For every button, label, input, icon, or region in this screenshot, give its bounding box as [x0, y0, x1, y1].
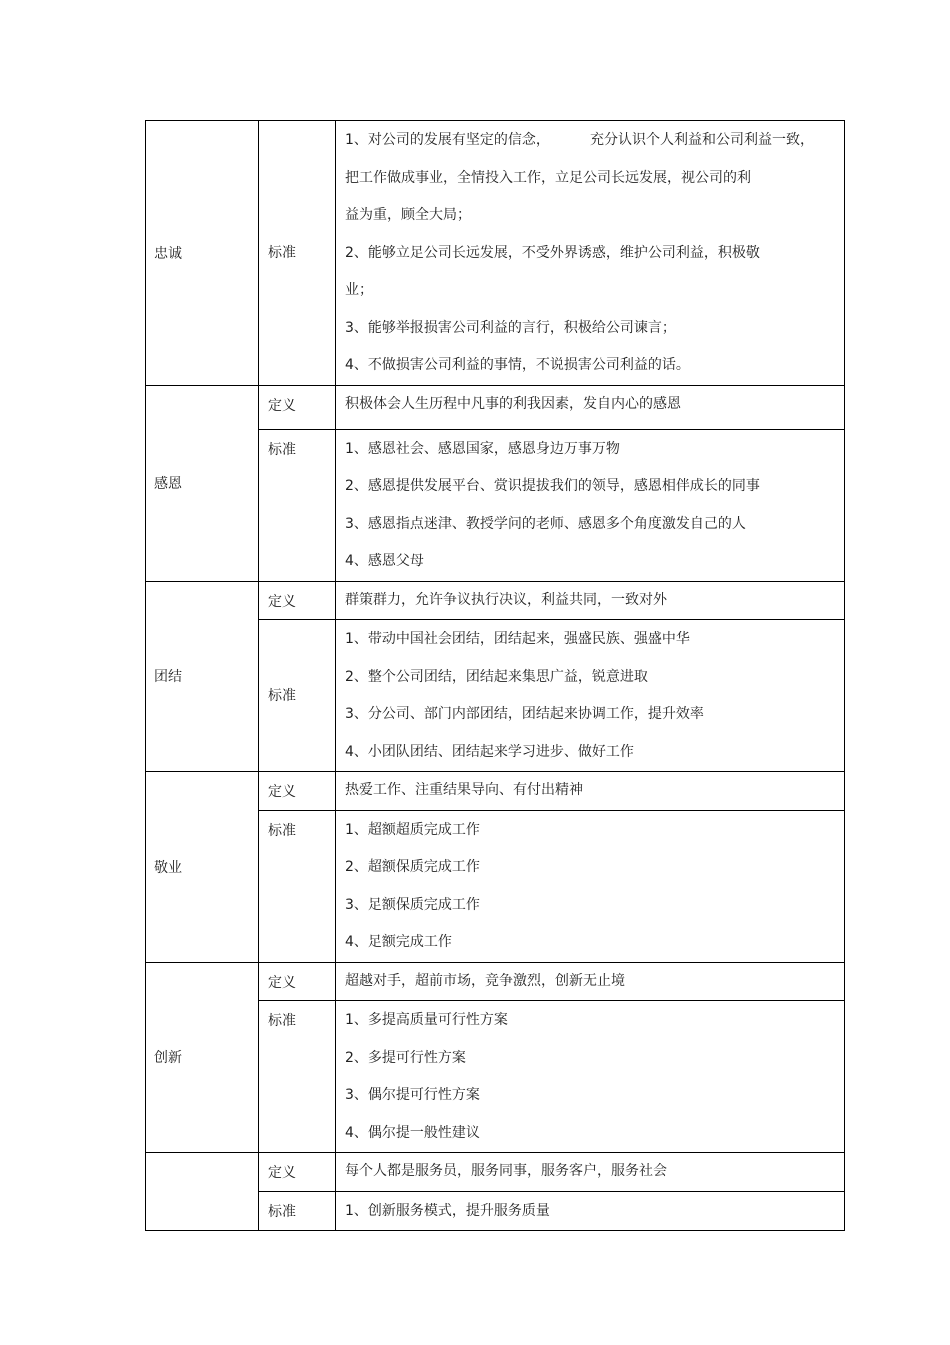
type-cell [259, 810, 336, 962]
content-cell [336, 1153, 845, 1192]
standard-line: 2、超额保质完成工作 [345, 859, 480, 875]
core-values-table [145, 120, 845, 1231]
standard-line: 1、多提高质量可行性方案 [345, 1012, 508, 1028]
standard-line: 业； [345, 282, 373, 298]
category-cell [146, 962, 259, 1153]
standard-line: 2、感恩提供发展平台、赏识提拔我们的领导，感恩相伴成长的同事 [345, 478, 760, 494]
content-cell [336, 581, 845, 620]
category-label: 创新 [154, 1050, 182, 1067]
type-cell [259, 121, 336, 386]
type-cell [259, 772, 336, 811]
standard-label: 标准 [268, 441, 296, 458]
content-cell [336, 385, 845, 429]
content-cell [336, 1001, 845, 1153]
type-cell [259, 429, 336, 581]
standard-line: 益为重，顾全大局； [345, 207, 471, 223]
standard-line: 1、对公司的发展有坚定的信念， 充分认识个人利益和公司利益一致， [345, 132, 814, 148]
standard-label: 标准 [268, 244, 296, 261]
standard-line: 1、超额超质完成工作 [345, 821, 480, 838]
definition-text: 群策群力，允许争议执行决议，利益共同，一致对外 [345, 591, 667, 608]
category-label: 敬业 [154, 859, 182, 876]
table-row [146, 385, 845, 429]
category-label: 感恩 [154, 476, 182, 492]
standard-label: 标准 [268, 822, 296, 839]
content-cell [336, 810, 845, 962]
standard-line: 4、小团队团结、团结起来学习进步、做好工作 [345, 743, 634, 760]
definition-label: 定义 [268, 1165, 296, 1181]
type-cell [259, 1153, 336, 1192]
standard-line: 3、偶尔提可行性方案 [345, 1087, 480, 1103]
category-label: 团结 [154, 669, 182, 686]
category-cell [146, 772, 259, 963]
standard-line: 1、创新服务模式，提升服务质量 [345, 1202, 550, 1219]
standard-line: 1、感恩社会、感恩国家，感恩身边万事万物 [345, 440, 620, 457]
table-row [146, 1153, 845, 1192]
table-row [146, 772, 845, 811]
category-cell [146, 1153, 259, 1231]
standard-line: 3、能够举报损害公司利益的言行，积极给公司谏言； [345, 319, 676, 336]
category-label: 忠诚 [154, 245, 182, 262]
content-cell [336, 429, 845, 581]
standard-line: 4、足额完成工作 [345, 934, 452, 950]
type-cell [259, 385, 336, 429]
type-cell [259, 1001, 336, 1153]
content-cell [336, 962, 845, 1001]
definition-label: 定义 [268, 397, 296, 414]
content-cell [336, 620, 845, 772]
content-cell [336, 1191, 845, 1231]
standard-line: 3、感恩指点迷津、教授学问的老师、感恩多个角度激发自己的人 [345, 515, 746, 532]
standard-line: 4、偶尔提一般性建议 [345, 1124, 480, 1141]
standard-label: 标准 [268, 687, 296, 704]
category-cell [146, 385, 259, 581]
type-cell [259, 1191, 336, 1231]
table-row [146, 962, 845, 1001]
standard-line: 2、能够立足公司长远发展，不受外界诱惑，维护公司利益，积极敬 [345, 244, 760, 261]
standard-line: 2、多提可行性方案 [345, 1049, 466, 1066]
standard-line: 3、分公司、部门内部团结，团结起来协调工作，提升效率 [345, 706, 704, 722]
category-cell [146, 121, 259, 386]
definition-text: 超越对手，超前市场，竞争激烈，创新无止境 [345, 972, 625, 989]
type-cell [259, 620, 336, 772]
category-cell [146, 581, 259, 772]
table-row [146, 121, 845, 386]
definition-text: 积极体会人生历程中凡事的利我因素，发自内心的感恩 [345, 395, 681, 412]
standard-label: 标准 [268, 1203, 296, 1220]
standard-line: 1、带动中国社会团结，团结起来，强盛民族、强盛中华 [345, 631, 690, 647]
standard-line: 把工作做成事业，全情投入工作，立足公司长远发展，视公司的利 [345, 169, 751, 186]
content-cell [336, 772, 845, 811]
standard-line: 4、感恩父母 [345, 553, 424, 569]
definition-label: 定义 [268, 784, 296, 800]
type-cell [259, 581, 336, 620]
table-row [146, 581, 845, 620]
content-cell [336, 121, 845, 386]
definition-label: 定义 [268, 593, 296, 610]
standard-line: 2、整个公司团结，团结起来集思广益，锐意进取 [345, 668, 648, 685]
definition-text: 热爱工作、注重结果导向、有付出精神 [345, 782, 583, 798]
definition-label: 定义 [268, 974, 296, 991]
type-cell [259, 962, 336, 1001]
standard-line: 3、足额保质完成工作 [345, 896, 480, 913]
definition-text: 每个人都是服务员，服务同事，服务客户，服务社会 [345, 1163, 667, 1179]
standard-label: 标准 [268, 1013, 296, 1029]
standard-line: 4、不做损害公司利益的事情，不说损害公司利益的话。 [345, 357, 690, 373]
